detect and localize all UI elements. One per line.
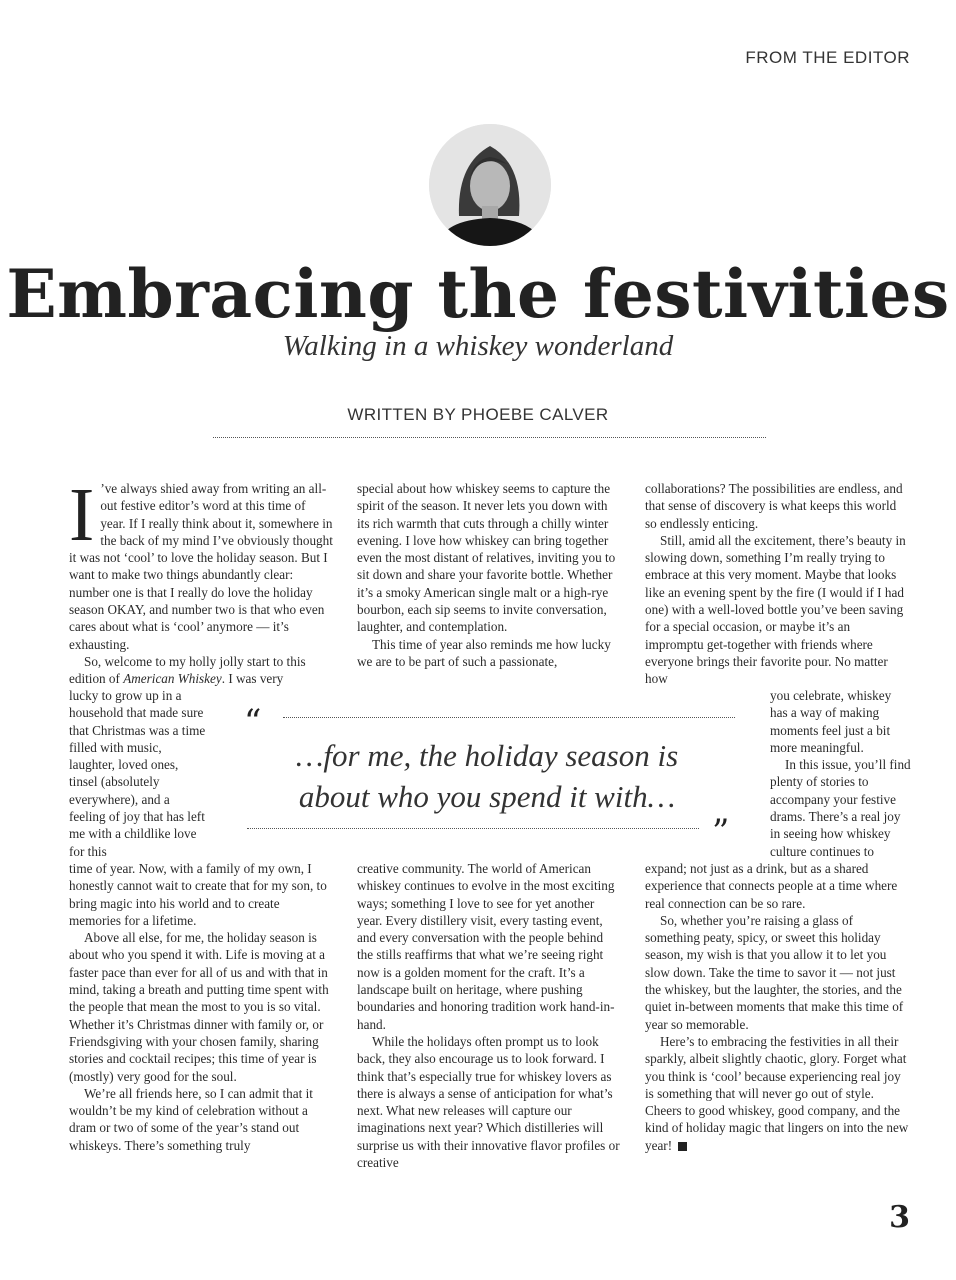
paragraph-text: This time of year also reminds me how lucky we are to be part of such a passionate,	[357, 636, 611, 669]
drop-cap: I	[69, 473, 95, 557]
paragraph-text: lucky to grow up in a household that made sure that Christmas was a time filled with music, laughter, loved ones, tinsel (absolutely everywhere), and a feeling of joy that has left me with a childlike love for this	[69, 688, 206, 859]
column-1-narrow	[69, 687, 209, 860]
paragraph-text: While the holidays often prompt us to look back, they also encourage us to look forward. I think that’s especially true for whiskey lovers as there is always a sense of anticipation for what’s next. What new releases will capture our imaginations next year? Which distilleries will surprise us with their innovative flavor profiles or creative	[357, 1033, 620, 1171]
paragraph-text: special about how whiskey seems to capture the spirit of the season. It never lets you down with its rich warmth that cuts through a chilly winter evening. I love how whiskey can bring together even the most distant of relatives, inviting you to sit down and share your favorite bottle. Whether it’s a smoky American single malt or a high-rye bourbon, each sip seems to invite conversation, laughter, and contemplation.	[357, 481, 616, 635]
paragraph-text: . I was very	[221, 671, 284, 687]
author-portrait-icon	[429, 124, 551, 246]
paragraph-text: expand; not just as a drink, but as a shared experience that connects people at a time where real connection can be so rare.	[645, 861, 898, 911]
article-title: Embracing the festivities	[6, 255, 950, 333]
pullquote-rule-bottom	[247, 828, 699, 829]
paragraph-text: Here’s to embracing the festivities in all their sparkly, albeit slightly chaotic, glory. Forget what you think is ‘cool’ because experiencing real joy is something that will never go out of style. Cheers to good whiskey, good company, and the kind of holiday magic that lingers on into the new year!	[645, 1033, 909, 1153]
author-avatar	[429, 124, 551, 246]
paragraph-text: So, whether you’re raising a glass of something peaty, spicy, or sweet this holiday season, my wish is that you allow it to let you slow down. Take the time to savor it — not just the whiskey, but the laughter, the stories, and the quiet in-between moments that make this time of year so memorable.	[645, 912, 904, 1032]
column-2-bottom	[357, 860, 621, 1171]
paragraph-text: Above all else, for me, the holiday season is about who you spend it with. Life is moving at a faster pace than ever for all of us and with that in mind, taking a breath and putting time spent with the people that mean the most to you is so vital. Whether it’s Christmas dinner with family or, or Friendsgiving with your chosen family, sharing stories and cocktail recipes; this time of year is (mostly) very good for the soul.	[69, 930, 329, 1084]
byline: WRITTEN BY PHOEBE CALVER	[347, 405, 609, 424]
pullquote: …for me, the holiday season is about who you spend it with…	[295, 738, 679, 814]
paragraph-text: collaborations? The possibilities are endless, and that sense of discovery is what keeps this world so endlessly enticing.	[645, 481, 903, 531]
close-quote-icon: ”	[712, 812, 730, 852]
paragraph-text: creative community. The world of American whiskey continues to evolve in the most exciting ways; something I love to see for yet another year. Every distillery visit, every tasting event, and every conversation with the people behind the stills reaffirms that what we’re seeing right now is a golden moment for the craft. It’s a landscape built on heritage, where pushing boundaries and honoring tradition work hand-in-hand.	[357, 861, 615, 1032]
article-subtitle: Walking in a whiskey wonderland	[282, 330, 674, 362]
page-number: 3	[889, 1200, 910, 1235]
column-1-top	[69, 473, 333, 690]
divider	[213, 437, 766, 438]
paragraph-text: In this issue, you’ll find plenty of stories to accompany your festive drams. There’s a real joy in seeing how whiskey culture continues to	[770, 757, 911, 859]
paragraph-text: Still, amid all the excitement, there’s beauty in slowing down, something I’m really trying to embrace at this very moment. Maybe that looks like an evening spent by the fire (I would if I had one) with a well-loved bottle you’ve been saving for a special occasion, or maybe it’s an impromptu get-together with friends where everyone brings their favorite pour. No matter how	[645, 532, 906, 687]
paragraph	[69, 473, 333, 653]
column-3-narrow	[770, 687, 912, 860]
column-2-top	[357, 480, 621, 670]
paragraph-text: We’re all friends here, so I can admit that it wouldn’t be my kind of celebration without a dram or two of some of the year’s stand out whiskeys. There’s something truly	[69, 1085, 313, 1153]
paragraph	[69, 653, 333, 688]
paragraph-text: time of year. Now, with a family of my own, I honestly cannot wait to create that for my son, to bring magic into his world and to create memories for a lifetime.	[69, 861, 327, 928]
paragraph	[645, 1033, 910, 1154]
end-mark-icon	[678, 1142, 687, 1151]
column-3-top	[645, 480, 910, 688]
column-1-bottom	[69, 860, 333, 1154]
section-label: FROM THE EDITOR	[745, 48, 910, 67]
pullquote-rule-top	[283, 717, 735, 718]
paragraph-text: So, welcome to my holly jolly start to this edition of	[69, 653, 306, 687]
paragraph-text: you celebrate, whiskey has a way of making moments feel just a bit more meaningful.	[770, 688, 892, 755]
column-3-bottom	[645, 860, 910, 1154]
open-quote-icon: “	[244, 702, 262, 742]
paragraph-text: ’ve always shied away from writing an all-out festive editor’s word at this time of year. If I really think about it, somewhere in the back of my mind I’ve obviously thought it was not ‘cool’ to love the holiday season. But I want to make two things abundantly clear: number one is that I really do love the holiday season OKAY, and number two is that who even cares about what is ‘cool’ anymore — it’s exhausting.	[69, 481, 333, 652]
publication-name: American Whiskey	[123, 671, 222, 687]
